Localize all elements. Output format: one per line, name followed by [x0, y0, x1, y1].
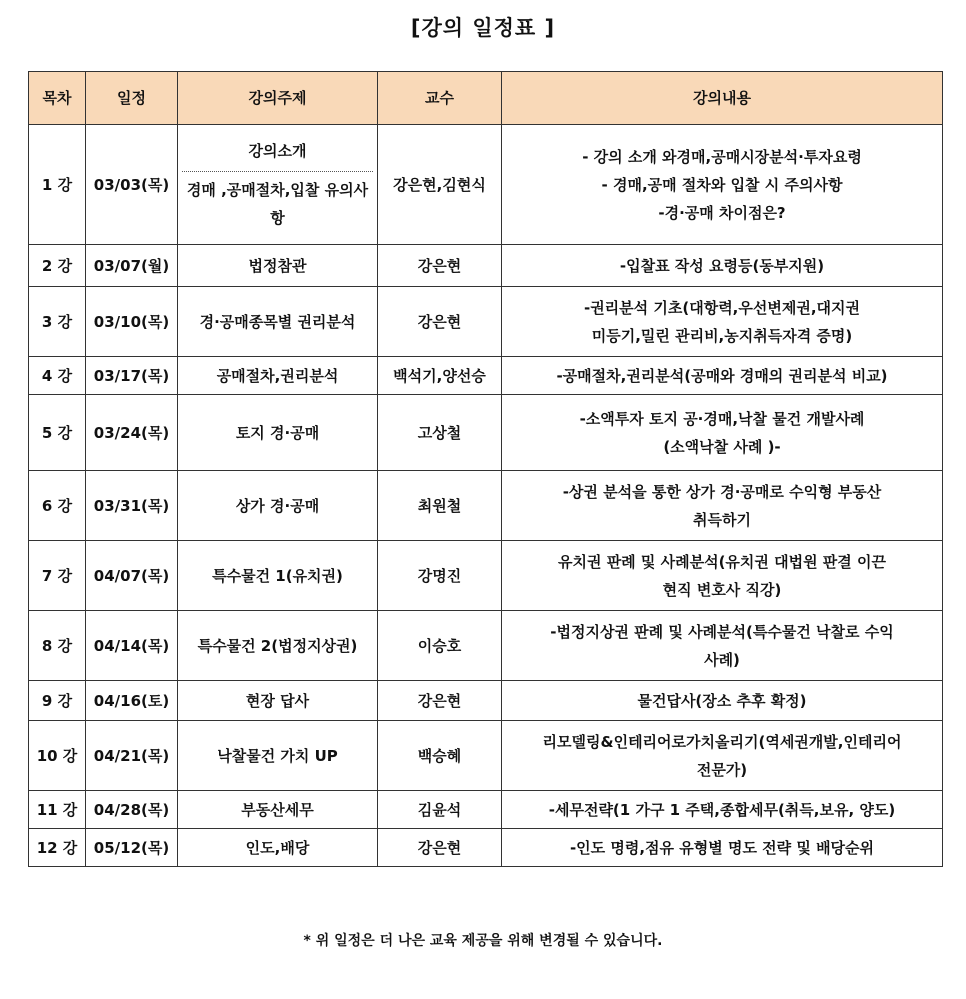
table-row [29, 357, 943, 395]
lecture-content [502, 245, 943, 287]
lecture-no: 2 강 [29, 245, 86, 287]
content-line: 취득하기 [693, 510, 751, 529]
content-line: 현직 변호사 직강) [662, 580, 782, 599]
lecture-professor: 백석기,양선승 [378, 357, 502, 395]
lecture-professor: 강은현 [378, 245, 502, 287]
header-row [29, 72, 943, 125]
lecture-no: 8 강 [29, 611, 86, 681]
content-line: 리모델링&인테리어로가치올리기(역세권개발,인테리어 [542, 732, 902, 751]
lecture-professor: 강은현 [378, 829, 502, 867]
lecture-professor: 이승호 [378, 611, 502, 681]
table-row [29, 829, 943, 867]
lecture-content [502, 721, 943, 791]
lecture-content [502, 611, 943, 681]
lecture-no: 5 강 [29, 395, 86, 471]
content-line: -권리분석 기초(대항력,우선변제권,대지권 [583, 298, 861, 317]
content-line: 물건답사(장소 추후 확정) [637, 691, 807, 710]
lecture-no: 1 강 [29, 125, 86, 245]
table-row [29, 611, 943, 681]
lecture-topic: 부동산세무 [178, 791, 378, 829]
content-line: -공매절차,권리분석(공매와 경매의 권리분석 비교) [556, 366, 888, 385]
lecture-date: 03/17(목) [86, 357, 178, 395]
lecture-professor: 강은현,김현식 [378, 125, 502, 245]
lecture-topic: 공매절차,권리분석 [178, 357, 378, 395]
lecture-date: 03/31(목) [86, 471, 178, 541]
lecture-no: 6 강 [29, 471, 86, 541]
lecture-content [502, 287, 943, 357]
table-row [29, 471, 943, 541]
lecture-topic: 인도,배당 [178, 829, 378, 867]
lecture-professor: 강은현 [378, 287, 502, 357]
lecture-date: 04/21(목) [86, 721, 178, 791]
content-line: -소액투자 토지 공·경매,낙찰 물건 개발사례 [579, 409, 865, 428]
lecture-professor: 강은현 [378, 681, 502, 721]
content-line: -인도 명령,점유 유형별 명도 전략 및 배당순위 [569, 838, 875, 857]
lecture-no: 12 강 [29, 829, 86, 867]
table-row [29, 245, 943, 287]
lecture-no: 3 강 [29, 287, 86, 357]
table-row [29, 681, 943, 721]
table-row [29, 395, 943, 471]
table-row [29, 287, 943, 357]
content-line: 전문가) [696, 760, 748, 779]
lecture-no: 4 강 [29, 357, 86, 395]
lecture-date: 03/07(월) [86, 245, 178, 287]
table-row [29, 721, 943, 791]
header-content: 강의내용 [502, 72, 943, 125]
lecture-topic: 상가 경·공매 [178, 471, 378, 541]
lecture-date: 04/14(목) [86, 611, 178, 681]
lecture-topic: 특수물건 1(유치권) [178, 541, 378, 611]
lecture-date: 03/10(목) [86, 287, 178, 357]
lecture-topic-part-a: 강의소개 [182, 133, 373, 172]
lecture-content [502, 829, 943, 867]
header-date: 일정 [86, 72, 178, 125]
content-line: 유치권 판례 및 사례분석(유치권 대법원 판결 이끈 [558, 552, 886, 571]
content-line: -법정지상권 판례 및 사례분석(특수물건 낙찰로 수익 [550, 622, 894, 641]
lecture-topic: 토지 경·공매 [178, 395, 378, 471]
content-line: - 경매,공매 절차와 입찰 시 주의사항 [601, 175, 843, 194]
lecture-content [502, 541, 943, 611]
footnote: * 위 일정은 더 나은 교육 제공을 위해 변경될 수 있습니다. [303, 933, 663, 949]
lecture-content [502, 395, 943, 471]
lecture-date: 05/12(목) [86, 829, 178, 867]
lecture-content [502, 791, 943, 829]
lecture-no: 10 강 [29, 721, 86, 791]
lecture-date: 04/07(목) [86, 541, 178, 611]
header-topic: 강의주제 [178, 72, 378, 125]
lecture-no: 7 강 [29, 541, 86, 611]
lecture-professor: 김윤석 [378, 791, 502, 829]
lecture-date: 03/24(목) [86, 395, 178, 471]
lecture-content [502, 471, 943, 541]
header-professor: 교수 [378, 72, 502, 125]
lecture-topic: 법정참관 [178, 245, 378, 287]
content-line: 미등기,밀린 관리비,농지취득자격 증명) [591, 326, 853, 345]
page-title: [강의 일정표 ] [410, 16, 556, 40]
content-line: (소액낙찰 사례 )- [663, 437, 781, 456]
table-row [29, 791, 943, 829]
content-line: -경·공매 차이점은? [658, 203, 786, 222]
lecture-date: 04/16(토) [86, 681, 178, 721]
lecture-topic: 현장 답사 [178, 681, 378, 721]
table-row [29, 541, 943, 611]
lecture-date: 04/28(목) [86, 791, 178, 829]
lecture-topic: 특수물건 2(법정지상권) [178, 611, 378, 681]
lecture-content [502, 357, 943, 395]
content-line: -입찰표 작성 요령등(동부지원) [619, 256, 825, 275]
schedule-table [28, 71, 943, 867]
lecture-no: 9 강 [29, 681, 86, 721]
table-row [29, 125, 943, 245]
content-line: -상권 분석을 통한 상가 경·공매로 수익형 부동산 [562, 482, 882, 501]
lecture-content [502, 125, 943, 245]
lecture-topic [178, 125, 378, 245]
content-line: 사례) [704, 650, 740, 669]
lecture-no: 11 강 [29, 791, 86, 829]
lecture-content [502, 681, 943, 721]
lecture-professor: 고상철 [378, 395, 502, 471]
lecture-professor: 최원철 [378, 471, 502, 541]
lecture-professor: 백승혜 [378, 721, 502, 791]
lecture-topic: 낙찰물건 가치 UP [178, 721, 378, 791]
content-line: - 강의 소개 와경매,공매시장분석·투자요령 [582, 147, 862, 166]
lecture-topic: 경·공매종목별 권리분석 [178, 287, 378, 357]
lecture-date: 03/03(목) [86, 125, 178, 245]
lecture-topic-part-b: 경매 ,공매절차,입찰 유의사항 [186, 181, 369, 227]
header-no: 목차 [29, 72, 86, 125]
lecture-professor: 강명진 [378, 541, 502, 611]
content-line: -세무전략(1 가구 1 주택,종합세무(취득,보유, 양도) [548, 800, 896, 819]
